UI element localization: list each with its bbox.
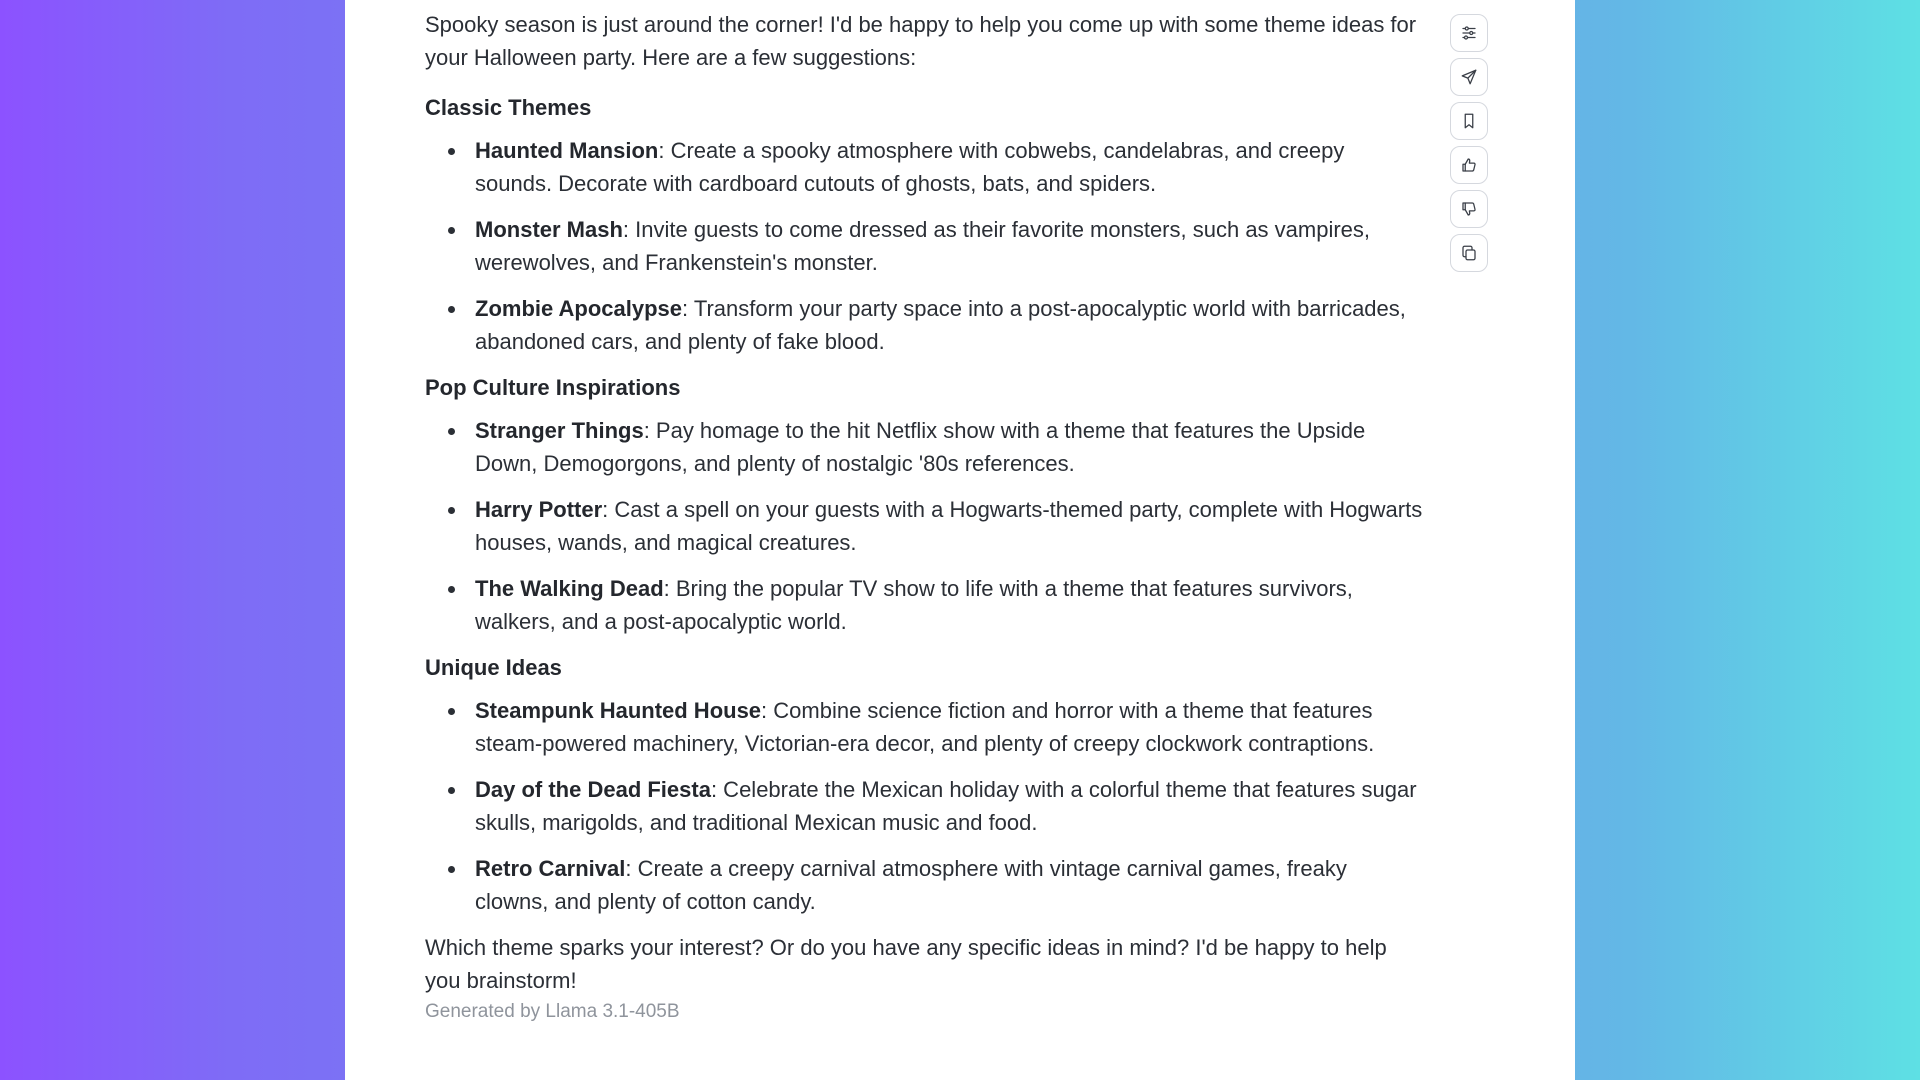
item-text: : Cast a spell on your guests with a Hogwarts-themed party, complete with Hogwarts houses, wands, and magical creatures. (475, 497, 1423, 555)
list-item (425, 213, 1425, 279)
section-pop-culture (425, 371, 1425, 638)
list-item (425, 694, 1425, 760)
copy-button[interactable] (1450, 234, 1488, 272)
thumbs-down-icon (1460, 200, 1478, 218)
item-term: Day of the Dead Fiesta (475, 777, 711, 802)
item-term: The Walking Dead (475, 576, 664, 601)
list-item (425, 414, 1425, 480)
message-actions (1450, 14, 1490, 272)
item-term: Steampunk Haunted House (475, 698, 762, 723)
list-item (425, 292, 1425, 358)
theme-list (425, 414, 1425, 638)
share-button[interactable] (1450, 58, 1488, 96)
item-term: Monster Mash (475, 217, 623, 242)
bookmark-icon (1460, 112, 1478, 130)
dislike-button[interactable] (1450, 190, 1488, 228)
theme-list (425, 694, 1425, 918)
message-closing: Which theme sparks your interest? Or do you have any specific ideas in mind? I'd be happy to help you brainstorm! (425, 935, 1387, 993)
assistant-message (425, 8, 1425, 1025)
item-text: : Bring the popular TV show to life with a theme that features survivors, walkers, and a post-apocalyptic world. (475, 576, 1353, 634)
item-term: Harry Potter (475, 497, 603, 522)
item-term: Retro Carnival (475, 856, 626, 881)
list-item (425, 852, 1425, 918)
section-unique-ideas (425, 651, 1425, 918)
copy-icon (1460, 244, 1478, 262)
list-item (425, 134, 1425, 200)
section-title: Unique Ideas (425, 655, 562, 680)
item-text: : Transform your party space into a post-apocalyptic world with barricades, abandoned cars, and plenty of fake blood. (475, 296, 1406, 354)
message-intro: Spooky season is just around the corner! I'd be happy to help you come up with some theme ideas for your Halloween party. Here are a few suggestions: (425, 12, 1417, 70)
list-item (425, 773, 1425, 839)
list-item (425, 572, 1425, 638)
send-icon (1460, 68, 1478, 86)
like-button[interactable] (1450, 146, 1488, 184)
item-term: Zombie Apocalypse (475, 296, 683, 321)
generated-by-note: Generated by Llama 3.1-405B (425, 1001, 680, 1022)
item-text: : Create a spooky atmosphere with cobwebs, candelabras, and creepy sounds. Decorate with cardboard cutouts of ghosts, bats, and spiders. (475, 138, 1345, 196)
section-title: Classic Themes (425, 95, 592, 120)
item-term: Haunted Mansion (475, 138, 659, 163)
item-text: : Invite guests to come dressed as their favorite monsters, such as vampires, werewolves, and Frankenstein's monster. (475, 217, 1371, 275)
theme-list (425, 134, 1425, 358)
chat-panel (345, 0, 1575, 1080)
item-term: Stranger Things (475, 418, 644, 443)
list-item (425, 493, 1425, 559)
bookmark-button[interactable] (1450, 102, 1488, 140)
thumbs-up-icon (1460, 156, 1478, 174)
item-text: : Combine science fiction and horror with a theme that features steam-powered machinery, Victorian-era decor, and plenty of creepy clockwork contraptions. (475, 698, 1375, 756)
item-text: : Celebrate the Mexican holiday with a colorful theme that features sugar skulls, marigolds, and traditional Mexican music and food. (475, 777, 1417, 835)
options-button[interactable] (1450, 14, 1488, 52)
section-classic-themes (425, 91, 1425, 358)
settings-sliders-icon (1460, 24, 1478, 42)
item-text: : Create a creepy carnival atmosphere with vintage carnival games, freaky clowns, and plenty of cotton candy. (475, 856, 1347, 914)
item-text: : Pay homage to the hit Netflix show with a theme that features the Upside Down, Demogorgons, and plenty of nostalgic '80s references. (475, 418, 1366, 476)
section-title: Pop Culture Inspirations (425, 375, 681, 400)
